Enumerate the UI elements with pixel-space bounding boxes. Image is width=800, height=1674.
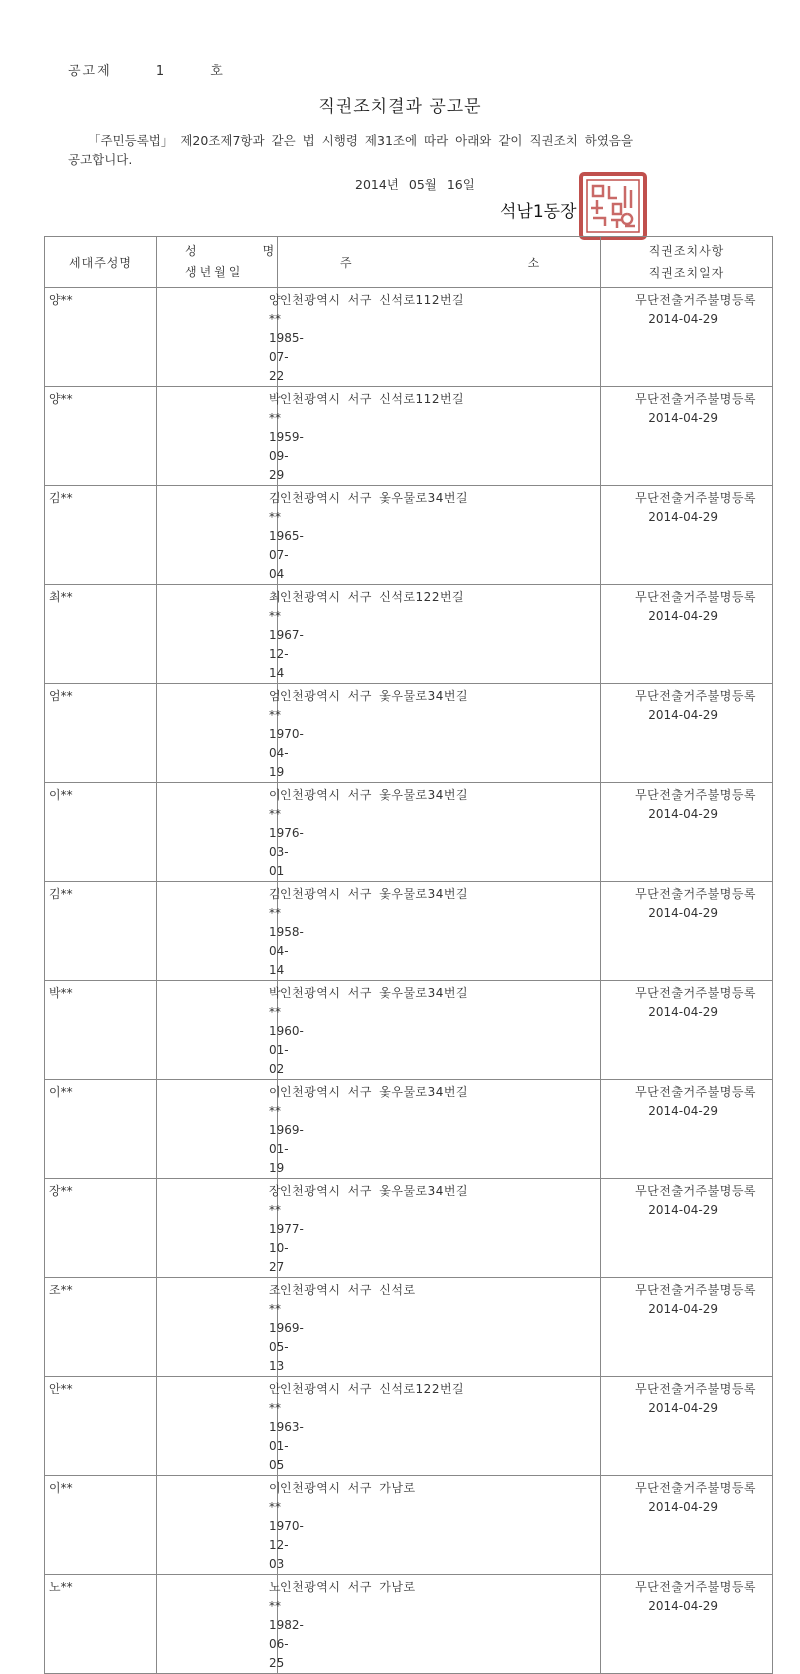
cell-householder: 이** (45, 1080, 157, 1179)
cell-action (601, 1179, 773, 1278)
cell-action (601, 981, 773, 1080)
intro-line-2: 공고합니다. (68, 152, 133, 167)
header-name-a: 성 (185, 244, 197, 258)
cell-person (157, 486, 304, 585)
cell-action (601, 1377, 773, 1476)
cell-address: 인천광역시 서구 신석로122번길 (278, 585, 601, 684)
cell-person (157, 783, 304, 882)
cell-birth: 1958-04-14 (269, 925, 304, 977)
table-body (45, 288, 773, 1674)
table-row (45, 1377, 773, 1476)
cell-action-type: 무단전출거주불명등록 (635, 293, 756, 307)
notice-number (68, 60, 225, 79)
table-row (45, 1476, 773, 1575)
table-row (45, 882, 773, 981)
notice-suffix: 호 (210, 64, 225, 79)
table-row (45, 585, 773, 684)
table-row (45, 1575, 773, 1674)
table-row (45, 981, 773, 1080)
cell-address: 인천광역시 서구 옻우물로34번길 (278, 1179, 601, 1278)
cell-address: 인천광역시 서구 가남로 (278, 1476, 601, 1575)
cell-person (157, 1377, 304, 1476)
cell-action-date: 2014-04-29 (648, 807, 718, 821)
cell-birth: 1977-10-27 (269, 1222, 304, 1274)
cell-address: 인천광역시 서구 옻우물로34번길 (278, 684, 601, 783)
cell-name: 안** (269, 1382, 281, 1415)
cell-person (157, 981, 304, 1080)
cell-action (601, 1080, 773, 1179)
cell-householder: 박** (45, 981, 157, 1080)
cell-name: 조** (269, 1283, 281, 1316)
cell-person (157, 882, 304, 981)
cell-householder: 최** (45, 585, 157, 684)
cell-birth: 1976-03-01 (269, 826, 304, 878)
cell-action-type: 무단전출거주불명등록 (635, 1580, 756, 1594)
cell-action-date: 2014-04-29 (648, 1599, 718, 1613)
cell-address: 인천광역시 서구 옻우물로34번길 (278, 981, 601, 1080)
cell-action-type: 무단전출거주불명등록 (635, 1184, 756, 1198)
cell-action (601, 1278, 773, 1377)
cell-householder: 이** (45, 783, 157, 882)
cell-birth: 1985-07-22 (269, 331, 304, 383)
cell-address: 인천광역시 서구 신석로 (278, 1278, 601, 1377)
intro-paragraph (68, 131, 728, 169)
cell-action-type: 무단전출거주불명등록 (635, 887, 756, 901)
header-name-b: 명 (262, 244, 275, 258)
cell-action (601, 1575, 773, 1674)
cell-householder: 이** (45, 1476, 157, 1575)
table-row (45, 486, 773, 585)
cell-birth: 1970-12-03 (269, 1519, 304, 1571)
header-householder: 세대주성명 (45, 237, 157, 288)
table-row (45, 684, 773, 783)
intro-line-1: 「주민등록법」 제20조제7항과 같은 법 시행령 제31조에 따라 아래와 같이 직권조치 하였음을 (88, 133, 634, 148)
cell-address: 인천광역시 서구 신석로122번길 (278, 1377, 601, 1476)
signer-title: 석남1동장 (500, 202, 577, 222)
official-seal (567, 170, 659, 242)
cell-action-date: 2014-04-29 (648, 312, 718, 326)
cell-action-type: 무단전출거주불명등록 (635, 590, 756, 604)
cell-action-type: 무단전출거주불명등록 (635, 689, 756, 703)
cell-person (157, 1080, 304, 1179)
cell-action-type: 무단전출거주불명등록 (635, 1481, 756, 1495)
cell-householder: 양** (45, 387, 157, 486)
cell-address: 인천광역시 서구 옻우물로34번길 (278, 882, 601, 981)
cell-name: 양** (269, 293, 281, 326)
cell-birth: 1982-06-25 (269, 1618, 304, 1670)
records-table (44, 236, 773, 1674)
header-action-date: 직권조치일자 (648, 266, 725, 280)
cell-householder: 안** (45, 1377, 157, 1476)
cell-action-type: 무단전출거주불명등록 (635, 392, 756, 406)
cell-name: 이** (269, 788, 281, 821)
cell-householder: 장** (45, 1179, 157, 1278)
cell-person (157, 387, 304, 486)
cell-person (157, 1476, 304, 1575)
cell-address: 인천광역시 서구 옻우물로34번길 (278, 783, 601, 882)
cell-name: 박** (269, 986, 281, 1019)
cell-action (601, 783, 773, 882)
cell-name: 최** (269, 590, 281, 623)
cell-action (601, 585, 773, 684)
cell-name: 김** (269, 491, 281, 524)
cell-birth: 1970-04-19 (269, 727, 304, 779)
cell-birth: 1969-05-13 (269, 1321, 304, 1373)
cell-address: 인천광역시 서구 가남로 (278, 1575, 601, 1674)
cell-action (601, 486, 773, 585)
cell-name: 김** (269, 887, 281, 920)
cell-birth: 1965-07-04 (269, 529, 304, 581)
cell-action-type: 무단전출거주불명등록 (635, 1382, 756, 1396)
cell-name: 박** (269, 392, 281, 425)
cell-action (601, 882, 773, 981)
cell-action (601, 684, 773, 783)
cell-name: 이** (269, 1085, 281, 1118)
header-name-birth (157, 237, 278, 288)
cell-action (601, 1476, 773, 1575)
cell-address: 인천광역시 서구 옻우물로34번길 (278, 1080, 601, 1179)
cell-action (601, 288, 773, 387)
cell-address: 인천광역시 서구 신석로112번길 (278, 387, 601, 486)
header-address-a: 주 (340, 255, 352, 270)
cell-action-type: 무단전출거주불명등록 (635, 788, 756, 802)
cell-householder: 노** (45, 1575, 157, 1674)
header-address-b: 소 (527, 255, 540, 270)
cell-action-type: 무단전출거주불명등록 (635, 491, 756, 505)
cell-person (157, 684, 304, 783)
cell-birth: 1963-01-05 (269, 1420, 304, 1472)
table-row (45, 1179, 773, 1278)
cell-address: 인천광역시 서구 신석로112번길 (278, 288, 601, 387)
cell-householder: 양** (45, 288, 157, 387)
cell-action-date: 2014-04-29 (648, 708, 718, 722)
cell-action-date: 2014-04-29 (648, 1401, 718, 1415)
header-action (601, 237, 773, 288)
cell-action (601, 387, 773, 486)
cell-name: 장** (269, 1184, 281, 1217)
cell-person (157, 1179, 304, 1278)
cell-person (157, 1575, 304, 1674)
cell-person (157, 1278, 304, 1377)
cell-name: 노** (269, 1580, 281, 1613)
cell-action-date: 2014-04-29 (648, 906, 718, 920)
cell-householder: 엄** (45, 684, 157, 783)
header-action-type: 직권조치사항 (648, 244, 725, 258)
header-birth: 생년월일 (185, 265, 244, 279)
cell-action-date: 2014-04-29 (648, 411, 718, 425)
cell-name: 이** (269, 1481, 281, 1514)
header-address (278, 237, 601, 288)
cell-name: 엄** (269, 689, 281, 722)
cell-birth: 1967-12-14 (269, 628, 304, 680)
cell-birth: 1960-01-02 (269, 1024, 304, 1076)
cell-action-type: 무단전출거주불명등록 (635, 1283, 756, 1297)
cell-birth: 1959-09-29 (269, 430, 304, 482)
cell-action-date: 2014-04-29 (648, 1104, 718, 1118)
table-row (45, 1278, 773, 1377)
cell-householder: 조** (45, 1278, 157, 1377)
notice-prefix: 공고제 (68, 64, 112, 79)
cell-action-date: 2014-04-29 (648, 1302, 718, 1316)
page-title: 직권조치결과 공고문 (318, 97, 482, 117)
cell-action-date: 2014-04-29 (648, 510, 718, 524)
cell-person (157, 585, 304, 684)
cell-action-date: 2014-04-29 (648, 609, 718, 623)
cell-action-type: 무단전출거주불명등록 (635, 986, 756, 1000)
cell-person (157, 288, 304, 387)
table-row (45, 288, 773, 387)
cell-action-date: 2014-04-29 (648, 1203, 718, 1217)
cell-action-type: 무단전출거주불명등록 (635, 1085, 756, 1099)
notice-number-value: 1 (155, 64, 167, 79)
cell-birth: 1969-01-19 (269, 1123, 304, 1175)
table-header-row (45, 237, 773, 288)
notice-date: 2014년 05월 16일 (355, 177, 475, 192)
table-row (45, 1080, 773, 1179)
cell-householder: 김** (45, 486, 157, 585)
cell-action-date: 2014-04-29 (648, 1005, 718, 1019)
cell-householder: 김** (45, 882, 157, 981)
cell-action-date: 2014-04-29 (648, 1500, 718, 1514)
cell-address: 인천광역시 서구 옻우물로34번길 (278, 486, 601, 585)
table-row (45, 387, 773, 486)
table-row (45, 783, 773, 882)
